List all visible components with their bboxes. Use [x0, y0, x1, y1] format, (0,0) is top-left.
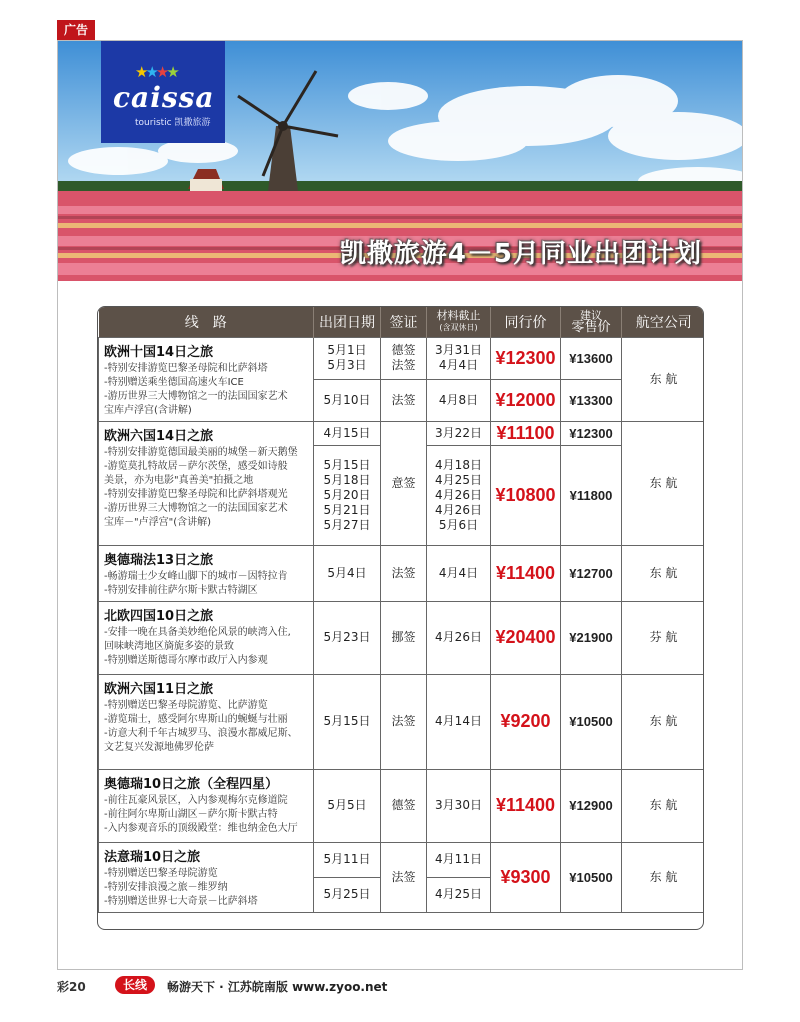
visa-cell: 法签 — [381, 545, 427, 601]
date-cell: 5月25日 — [314, 877, 381, 912]
retail-price-cell: ¥12700 — [561, 545, 622, 601]
route-highlight: -游历世界三大博物馆之一的法国国家艺术 — [104, 390, 288, 402]
visa-cell: 法签 — [381, 674, 427, 769]
airline-cell: 芬 航 — [622, 601, 705, 674]
airline-cell: 东 航 — [622, 842, 705, 912]
retail-price-cell: ¥13600 — [561, 337, 622, 380]
header-peer-price: 同行价 — [491, 307, 561, 337]
date-cell: 5月4日 — [314, 545, 381, 601]
banner — [58, 41, 742, 281]
route-highlight: -前往瓦豪风景区，入内参观梅尔克修道院 — [104, 794, 288, 806]
route-cell — [99, 601, 314, 674]
route-cell — [99, 421, 314, 545]
date-cell: 5月11日 — [314, 842, 381, 877]
header-route: 线 路 — [99, 307, 314, 337]
table-row — [99, 769, 705, 842]
date-cell: 5月23日 — [314, 601, 381, 674]
header-airline: 航空公司 — [622, 307, 705, 337]
ad-tag: 广告 — [57, 20, 95, 40]
header-retail-1: 建议 — [580, 308, 602, 322]
peer-price-cell: ¥11400 — [491, 545, 561, 601]
material-cell: 3月30日 — [427, 769, 491, 842]
retail-price-cell: ¥10500 — [561, 842, 622, 912]
airline-cell: 东 航 — [622, 337, 705, 421]
route-highlight: -特别安排浪漫之旅－维罗纳 — [104, 881, 228, 893]
route-title: 欧洲十国14日之旅 — [104, 344, 214, 360]
visa-cell: 德签 法签 — [381, 337, 427, 380]
route-highlight: -特别赠送巴黎圣母院游览 — [104, 867, 218, 879]
route-highlight: -前往阿尔卑斯山湖区－萨尔斯卡默古特 — [104, 808, 278, 820]
peer-price-cell: ¥9300 — [491, 842, 561, 912]
header-retail-price — [561, 307, 622, 337]
airline-cell: 东 航 — [622, 545, 705, 601]
table-row — [99, 674, 705, 769]
header-material-note: (含双休日) — [439, 322, 478, 332]
airline-cell: 东 航 — [622, 769, 705, 842]
material-cell: 4月11日 — [427, 842, 491, 877]
visa-cell: 法签 — [381, 842, 427, 912]
route-highlight: -访意大利千年古城罗马、浪漫水都威尼斯、 — [104, 727, 298, 739]
route-cell — [99, 769, 314, 842]
airline-cell: 东 航 — [622, 674, 705, 769]
table-row — [99, 337, 705, 380]
route-highlight: -特别赠送世界七大奇景－比萨斜塔 — [104, 895, 258, 907]
material-cell: 4月25日 — [427, 877, 491, 912]
visa-cell: 意签 — [381, 421, 427, 545]
route-highlight: 美景，亦为电影"真善美"拍摄之地 — [104, 474, 254, 486]
footer-tagline: 畅游天下 · 江苏皖南版 www.zyoo.net — [167, 980, 388, 994]
table-header — [99, 307, 705, 337]
logo-stars-icon: ★★★★ — [135, 63, 177, 81]
route-highlight: -特别安排游览巴黎圣母院和比萨斜塔 — [104, 362, 268, 374]
visa-cell: 挪签 — [381, 601, 427, 674]
route-title: 奥德瑞法13日之旅 — [104, 552, 214, 568]
peer-price-cell: ¥11100 — [491, 421, 561, 445]
caissa-logo — [101, 41, 225, 143]
airline-cell: 东 航 — [622, 421, 705, 545]
route-title: 北欧四国10日之旅 — [104, 608, 214, 624]
retail-price-cell: ¥21900 — [561, 601, 622, 674]
section-badge: 长线 — [115, 976, 155, 994]
peer-price-cell: ¥12000 — [491, 380, 561, 421]
route-highlight: -入内参观音乐的顶级殿堂：维也纳金色大厅 — [104, 822, 298, 834]
peer-price-cell: ¥20400 — [491, 601, 561, 674]
route-cell — [99, 674, 314, 769]
peer-price-cell: ¥9200 — [491, 674, 561, 769]
page-number: 彩20 — [57, 980, 86, 994]
route-highlight: -游览瑞士，感受阿尔卑斯山的蜿蜒与壮丽 — [104, 713, 288, 725]
header-date: 出团日期 — [314, 307, 381, 337]
route-highlight: 回味峡湾地区旖旎多姿的景致 — [104, 640, 234, 652]
route-highlight: -特别赠送巴黎圣母院游览、比萨游览 — [104, 699, 268, 711]
retail-price-cell: ¥12900 — [561, 769, 622, 842]
route-cell — [99, 337, 314, 421]
visa-cell: 法签 — [381, 380, 427, 421]
retail-price-cell: ¥11800 — [561, 445, 622, 545]
route-title: 欧洲六国14日之旅 — [104, 428, 214, 444]
route-cell — [99, 545, 314, 601]
route-highlight: -特别安排前往萨尔斯卡默古特湖区 — [104, 584, 258, 596]
date-cell: 5月5日 — [314, 769, 381, 842]
header-material — [427, 307, 491, 337]
material-cell: 3月22日 — [427, 421, 491, 445]
material-cell: 4月26日 — [427, 601, 491, 674]
route-highlight: -特别安排游览德国最美丽的城堡－新天鹅堡 — [104, 446, 298, 458]
header-material-label: 材料截止 — [436, 308, 481, 322]
table-row — [99, 545, 705, 601]
route-highlight: -特别安排游览巴黎圣母院和比萨斜塔观光 — [104, 488, 288, 500]
footer — [57, 975, 743, 997]
table-row — [99, 421, 705, 445]
table-row — [99, 842, 705, 877]
retail-price-cell: ¥10500 — [561, 674, 622, 769]
retail-price-cell: ¥12300 — [561, 421, 622, 445]
route-highlight: -畅游瑞士少女峰山脚下的城市－因特拉肯 — [104, 570, 288, 582]
retail-price-cell: ¥13300 — [561, 380, 622, 421]
route-highlight: 宝库卢浮宫(含讲解) — [104, 404, 192, 416]
header-visa: 签证 — [381, 307, 427, 337]
material-cell: 4月18日 4月25日 4月26日 4月26日 5月6日 — [427, 445, 491, 545]
route-highlight: -特别赠送乘坐德国高速火车ICE — [104, 376, 244, 388]
route-cell — [99, 842, 314, 912]
material-cell: 3月31日 4月4日 — [427, 337, 491, 380]
peer-price-cell: ¥11400 — [491, 769, 561, 842]
header-retail-2: 零售价 — [571, 319, 611, 335]
date-cell: 5月15日 — [314, 674, 381, 769]
route-title: 法意瑞10日之旅 — [104, 849, 201, 865]
date-cell: 5月1日 5月3日 — [314, 337, 381, 380]
route-highlight: -游览莫扎特故居－萨尔茨堡，感受如诗般 — [104, 460, 288, 472]
date-cell: 4月15日 — [314, 421, 381, 445]
schedule-table — [97, 306, 704, 930]
material-cell: 4月4日 — [427, 545, 491, 601]
route-highlight: 宝库－"卢浮宫"(含讲解) — [104, 516, 212, 528]
visa-cell: 德签 — [381, 769, 427, 842]
date-cell: 5月10日 — [314, 380, 381, 421]
banner-title: 凯撒旅游4－5月同业出团计划 — [339, 239, 702, 269]
material-cell: 4月14日 — [427, 674, 491, 769]
peer-price-cell: ¥10800 — [491, 445, 561, 545]
route-highlight: -安排一晚在具备美妙绝伦风景的峡湾入住, — [104, 626, 291, 638]
material-cell: 4月8日 — [427, 380, 491, 421]
route-title: 欧洲六国11日之旅 — [104, 681, 214, 697]
route-title: 奥德瑞10日之旅（全程四星） — [104, 776, 279, 792]
logo-subtitle: touristic 凯撒旅游 — [135, 118, 211, 128]
route-highlight: 文艺复兴发源地佛罗伦萨 — [104, 741, 214, 753]
date-cell: 5月15日 5月18日 5月20日 5月21日 5月27日 — [314, 445, 381, 545]
route-highlight: -特别赠送斯德哥尔摩市政厅入内参观 — [104, 654, 268, 666]
peer-price-cell: ¥12300 — [491, 337, 561, 380]
table-row — [99, 601, 705, 674]
logo-wordmark: caissa — [113, 81, 215, 114]
route-highlight: -游历世界三大博物馆之一的法国国家艺术 — [104, 502, 288, 514]
